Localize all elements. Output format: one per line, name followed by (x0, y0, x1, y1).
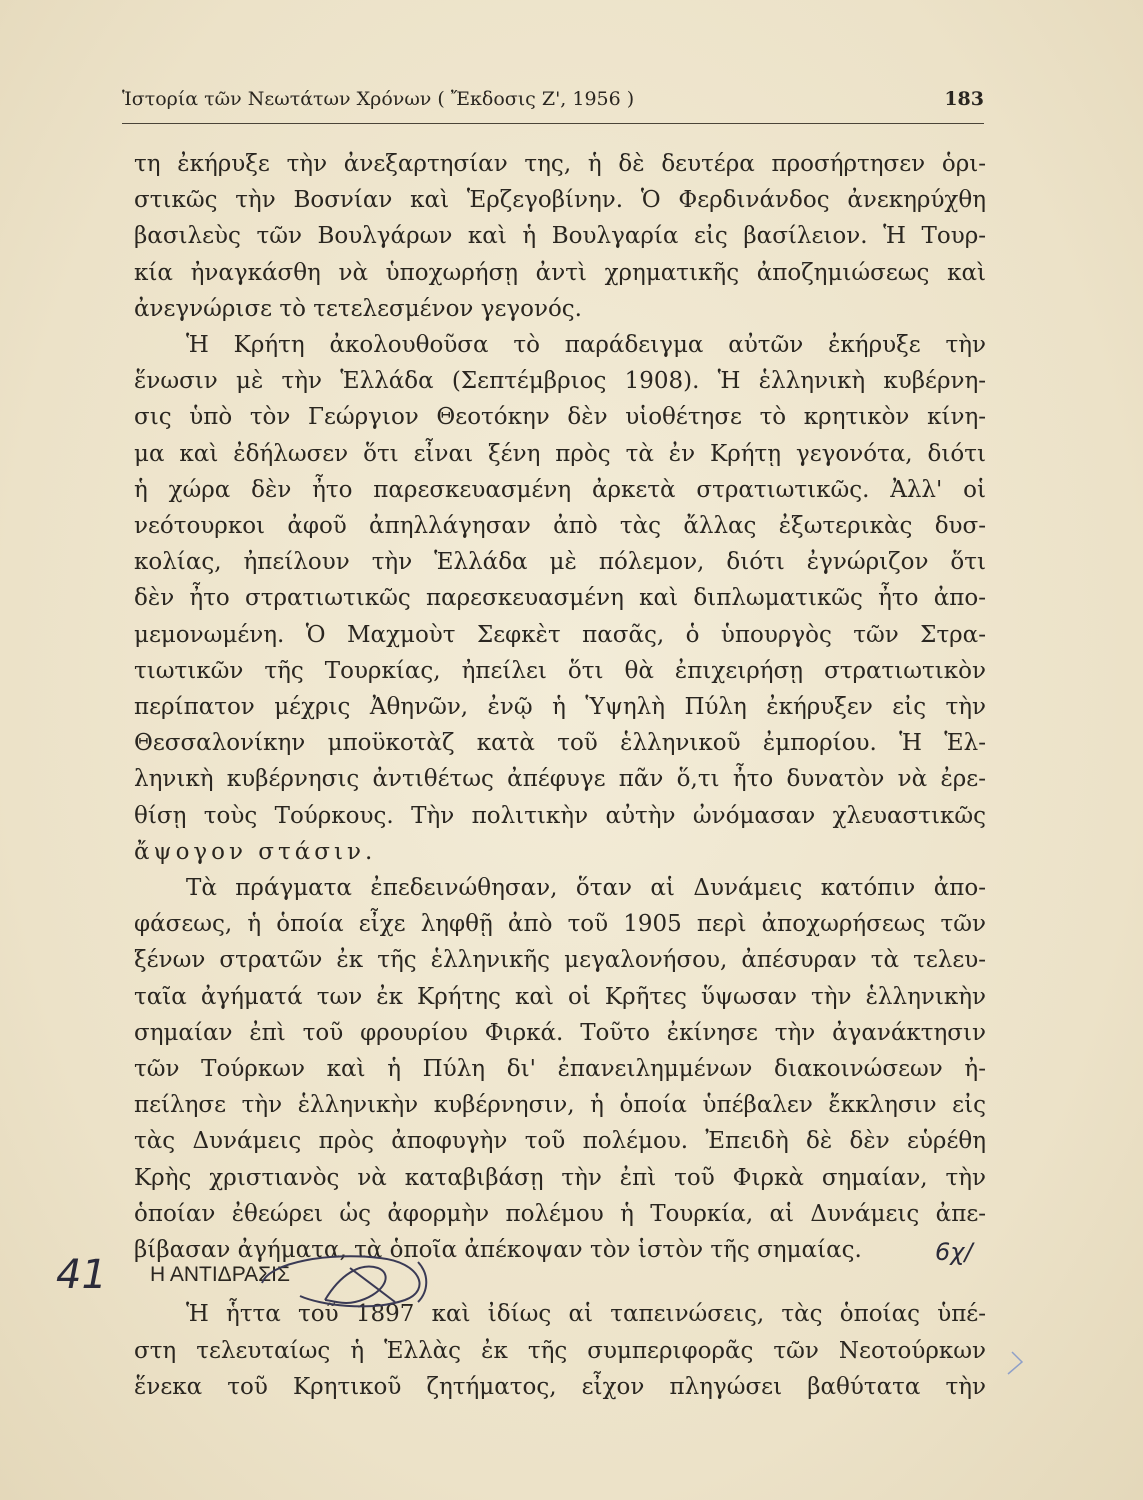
text-line: δὲν ἦτο στρατιωτικῶς παρεσκευασμένη καὶ διπλωματικῶς ἦτο ἀπο- (134, 585, 986, 612)
text-line: ἄψογον στάσιν. (134, 838, 377, 865)
running-header (122, 88, 984, 116)
text-line: ἡ χώρα δὲν ἦτο παρεσκευασμένη ἀρκετὰ στρατιωτικῶς. Ἀλλ' οἱ (134, 476, 986, 503)
text-line: τὰς Δυνάμεις πρὸς ἀποφυγὴν τοῦ πολέμου. Ἐπειδὴ δὲ δὲν εὑρέθη (134, 1128, 986, 1155)
text-line: μεμονωμένη. Ὁ Μαχμοὺτ Σεφκὲτ πασᾶς, ὁ ὑπουργὸς τῶν Στρα- (134, 621, 986, 648)
text-line: ἀνεγνώρισε τὸ τετελεσμένον γεγονός. (134, 295, 582, 322)
text-line: Θεσσαλονίκην μποϋκοτὰζ κατὰ τοῦ ἑλληνικοῦ ἐμπορίου. Ἡ Ἑλ- (134, 730, 986, 757)
text-line: ληνικὴ κυβέρνησις ἀντιθέτως ἀπέφυγε πᾶν ὅ,τι ἦτο δυνατὸν νὰ ἐρε- (134, 766, 986, 793)
text-line: ταῖα ἀγήματά των ἐκ Κρήτης καὶ οἱ Κρῆτες ὕψωσαν τὴν ἑλληνικὴν (134, 983, 986, 1010)
text-line: στη τελευταίως ἡ Ἑλλὰς ἐκ τῆς συμπεριφορᾶς τῶν Νεοτούρκων (134, 1337, 986, 1364)
text-line: Ἡ Κρήτη ἀκολουθοῦσα τὸ παράδειγμα αὐτῶν ἐκήρυξε τὴν (186, 332, 986, 359)
text-line: κία ἠναγκάσθη νὰ ὑποχωρήσῃ ἀντὶ χρηματικῆς ἀποζημιώσεως καὶ (134, 259, 986, 286)
text-line: Ἡ ἧττα τοῦ 1897 καὶ ἰδίως αἱ ταπεινώσεις, τὰς ὁποίας ὑπέ- (186, 1301, 986, 1327)
text-line: περίπατον μέχρις Ἀθηνῶν, ἐνῷ ἡ Ὑψηλὴ Πύλη ἐκήρυξεν εἰς τὴν (134, 694, 986, 721)
page-number: 183 (944, 88, 984, 110)
text-line: Κρὴς χριστιανὸς νὰ καταβιβάσῃ τὴν ἐπὶ τοῦ Φιρκὰ σημαίαν, τὴν (134, 1164, 986, 1191)
header-rule (122, 123, 984, 124)
text-line: σημαίαν ἐπὶ τοῦ φρουρίου Φιρκά. Τοῦτο ἐκίνησε τὴν ἀγανάκτησιν (134, 1019, 986, 1046)
text-line: ὁποίαν ἐθεώρει ὡς ἀφορμὴν πολέμου ἡ Τουρκία, αἱ Δυνάμεις ἀπε- (134, 1200, 986, 1227)
section-heading: Η ΑΝΤΙΔΡΑΣΙΣ (150, 1263, 290, 1286)
text-line: τιωτικῶν τῆς Τουρκίας, ἠπείλει ὅτι θὰ ἐπιχειρήσῃ στρατιωτικὸν (134, 657, 986, 684)
text-line: βίβασαν ἀγήματα, τὰ ὁποῖα ἀπέκοψαν τὸν ἱστὸν τῆς σημαίας. (134, 1237, 862, 1264)
body-text-top (134, 146, 986, 1268)
handwritten-margin-number: 41 (56, 1252, 107, 1298)
text-line: τῶν Τούρκων καὶ ἡ Πύλη δι' ἐπανειλημμένων διακοινώσεων ἠ- (134, 1056, 986, 1083)
handwritten-margin-mark: 6χ/ (935, 1238, 973, 1266)
header-title: Ἱστορία τῶν Νεωτάτων Χρόνων ( Ἔκδοσις Ζ', 1956 ) (122, 88, 635, 110)
text-line: ἕνεκα τοῦ Κρητικοῦ ζητήματος, εἶχον πληγώσει βαθύτατα τὴν (134, 1374, 986, 1400)
text-line: μα καὶ ἐδήλωσεν ὅτι εἶναι ξένη πρὸς τὰ ἐν Κρήτῃ γεγονότα, διότι (134, 440, 986, 467)
text-line: ξένων στρατῶν ἐκ τῆς ἑλληνικῆς μεγαλονήσου, ἀπέσυραν τὰ τελευ- (134, 947, 986, 974)
text-line: βασιλεὺς τῶν Βουλγάρων καὶ ἡ Βουλγαρία εἰς βασίλειον. Ἡ Τουρ- (134, 223, 986, 250)
text-line: φάσεως, ἡ ὁποία εἶχε ληφθῇ ἀπὸ τοῦ 1905 περὶ ἀποχωρήσεως τῶν (134, 911, 986, 938)
text-line: Τὰ πράγματα ἐπεδεινώθησαν, ὅταν αἱ Δυνάμεις κατόπιν ἀπο- (186, 875, 986, 902)
text-line: νεότουρκοι ἀφοῦ ἀπηλλάγησαν ἀπὸ τὰς ἄλλας ἐξωτερικὰς δυσ- (134, 513, 986, 540)
body-text-bottom (134, 1296, 986, 1406)
text-line: ἕνωσιν μὲ τὴν Ἑλλάδα (Σεπτέμβριος 1908). Ἡ ἑλληνικὴ κυβέρνη- (134, 368, 986, 395)
text-line: θίσῃ τοὺς Τούρκους. Τὴν πολιτικὴν αὐτὴν ὠνόμασαν χλευαστικῶς (134, 802, 986, 829)
text-line: στικῶς τὴν Βοσνίαν καὶ Ἑρζεγοβίνην. Ὁ Φερδινάνδος ἀνεκηρύχθη (134, 187, 986, 214)
text-line: πείλησε τὴν ἑλληνικὴν κυβέρνησιν, ἡ ὁποία ὑπέβαλεν ἔκκλησιν εἰς (134, 1092, 986, 1119)
text-line: σις ὑπὸ τὸν Γεώργιον Θεοτόκην δὲν υἱοθέτησε τὸ κρητικὸν κίνη- (134, 404, 986, 431)
text-line: τη ἐκήρυξε τὴν ἀνεξαρτησίαν της, ἡ δὲ δευτέρα προσήρτησεν ὁρι- (134, 151, 986, 177)
text-line: κολίας, ἠπείλουν τὴν Ἑλλάδα μὲ πόλεμον, διότι ἐγνώριζον ὅτι (134, 549, 986, 576)
